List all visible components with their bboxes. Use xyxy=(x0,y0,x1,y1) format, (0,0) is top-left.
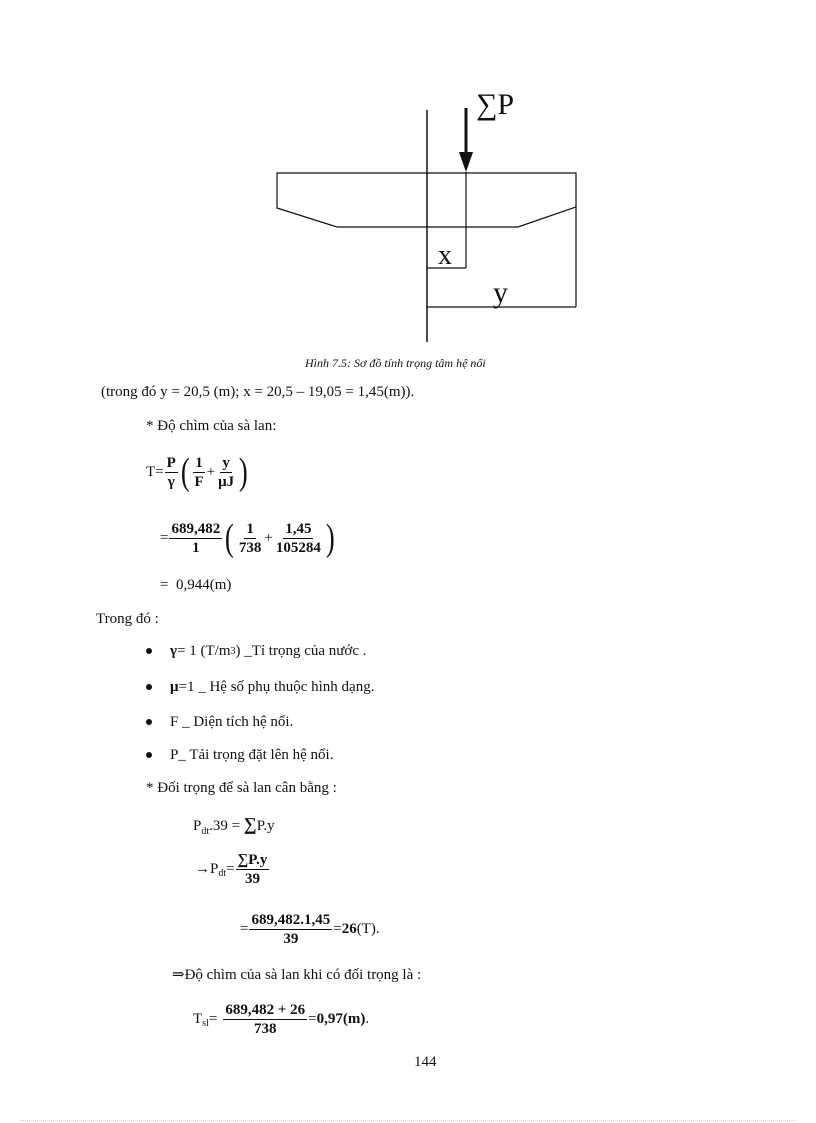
draft-heading: * Độ chìm của sà lan: xyxy=(146,418,277,434)
where-line: (trong đó y = 20,5 (m); x = 20,5 – 19,05 = 1,45(m)). xyxy=(101,384,415,400)
draft-with-counterweight-heading: ⇒Độ chìm của sà lan khi có đối trọng là : xyxy=(172,967,422,983)
bullet-text: P_ Tải trọng đặt lên hệ nổi. xyxy=(170,747,334,763)
numerator: 689,482.1,45 xyxy=(251,911,331,928)
equation-text: .39 = xyxy=(209,818,244,834)
fraction-1-f xyxy=(192,454,205,491)
numerator: 1 xyxy=(195,454,203,471)
fraction-y-muj xyxy=(216,454,236,491)
left-paren: ( xyxy=(180,451,190,493)
fraction-sum-py xyxy=(236,851,270,888)
arrow-p: →P xyxy=(195,860,219,877)
plus-sign: + xyxy=(264,529,273,546)
counterweight-heading: * Đối trọng để sà lan cân bằng : xyxy=(146,780,337,796)
force-label: ∑P xyxy=(476,88,515,121)
equals-sign: = xyxy=(333,920,342,937)
symbol: μ xyxy=(170,679,179,695)
p-symbol: P xyxy=(193,818,202,834)
bullet-mu xyxy=(146,679,374,696)
numerator: ∑P.y xyxy=(237,851,268,868)
denominator: 105284 xyxy=(275,539,321,556)
right-paren: ) xyxy=(325,517,335,559)
fraction-cw-value xyxy=(249,911,332,948)
subscript: sl xyxy=(202,1017,209,1029)
denominator: 738 xyxy=(253,1020,277,1037)
fraction-p-gamma xyxy=(165,454,178,491)
bullet-p xyxy=(146,747,333,764)
formula-draft xyxy=(146,446,250,498)
draft-result: = 0,944(m) xyxy=(160,577,232,593)
fraction-145-105284 xyxy=(274,520,323,557)
equals-sign: = xyxy=(208,1010,218,1027)
subscript: dt xyxy=(218,867,227,879)
x-label: x xyxy=(438,240,452,271)
ts-equation xyxy=(193,994,369,1044)
bullet-text-rest: ) _Tỉ trọng của nước . xyxy=(235,643,367,659)
bullet-dot xyxy=(146,684,152,690)
denominator: 1 xyxy=(192,539,200,556)
formula-lhs: T= xyxy=(146,463,164,480)
denominator: μJ xyxy=(218,473,235,490)
result-value: 0,97(m) xyxy=(316,1010,366,1027)
result-value: 26 xyxy=(341,920,357,937)
symbol: γ xyxy=(170,643,178,659)
force-arrowhead xyxy=(459,152,473,172)
bullet-text: =1 _ Hệ số phụ thuộc hình dạng. xyxy=(178,679,375,695)
page-bottom-divider xyxy=(20,1120,796,1121)
fraction-ts xyxy=(223,1001,307,1038)
sum-symbol: ∑ xyxy=(243,814,257,834)
equation-text: P.y xyxy=(256,818,275,834)
equals-sign: = xyxy=(160,529,169,546)
plus-sign: + xyxy=(206,463,216,480)
denominator: 738 xyxy=(238,539,262,556)
numerator: 1,45 xyxy=(285,520,312,537)
fraction-1-738 xyxy=(237,520,264,557)
equals-sign: = xyxy=(226,860,235,877)
cw-equation-2 xyxy=(195,844,270,894)
denominator: γ xyxy=(167,473,175,490)
equals-sign: = xyxy=(240,920,249,937)
y-label: y xyxy=(493,276,508,309)
figure-caption: Hình 7.5: Sơ đồ tính trọng tâm hệ nổi xyxy=(305,356,486,370)
unit: (T). xyxy=(356,920,380,937)
cw-equation-1 xyxy=(193,814,275,837)
period: . xyxy=(365,1010,370,1027)
t-symbol: T xyxy=(193,1010,203,1027)
bullet-text: = 1 (T/m xyxy=(177,643,231,659)
fraction-load xyxy=(169,520,222,557)
left-paren: ( xyxy=(225,517,234,559)
denominator: F xyxy=(194,473,204,490)
equals-sign: = xyxy=(308,1010,317,1027)
numerator: P xyxy=(166,454,176,471)
bullet-dot xyxy=(146,648,152,654)
numerator: 689,482 + 26 xyxy=(225,1001,306,1018)
right-paren: ) xyxy=(239,451,248,493)
bullet-gamma xyxy=(146,643,367,660)
numerator: 1 xyxy=(246,520,254,537)
cw-equation-3 xyxy=(240,904,380,954)
bullet-dot xyxy=(146,719,152,725)
barge-diagram xyxy=(260,80,600,350)
superscript: 3 xyxy=(230,646,236,657)
trong-do-label: Trong đó : xyxy=(96,611,159,627)
page-number: 144 xyxy=(414,1054,437,1070)
bullet-dot xyxy=(146,752,152,758)
subscript: dt xyxy=(201,826,210,837)
denominator: 39 xyxy=(244,870,260,887)
numerator: 689,482 xyxy=(171,520,221,537)
denominator: 39 xyxy=(283,930,299,947)
formula-draft-values xyxy=(160,513,337,563)
bullet-f xyxy=(146,714,293,731)
bullet-text: F _ Diện tích hệ nổi. xyxy=(170,714,294,730)
numerator: y xyxy=(222,454,230,471)
